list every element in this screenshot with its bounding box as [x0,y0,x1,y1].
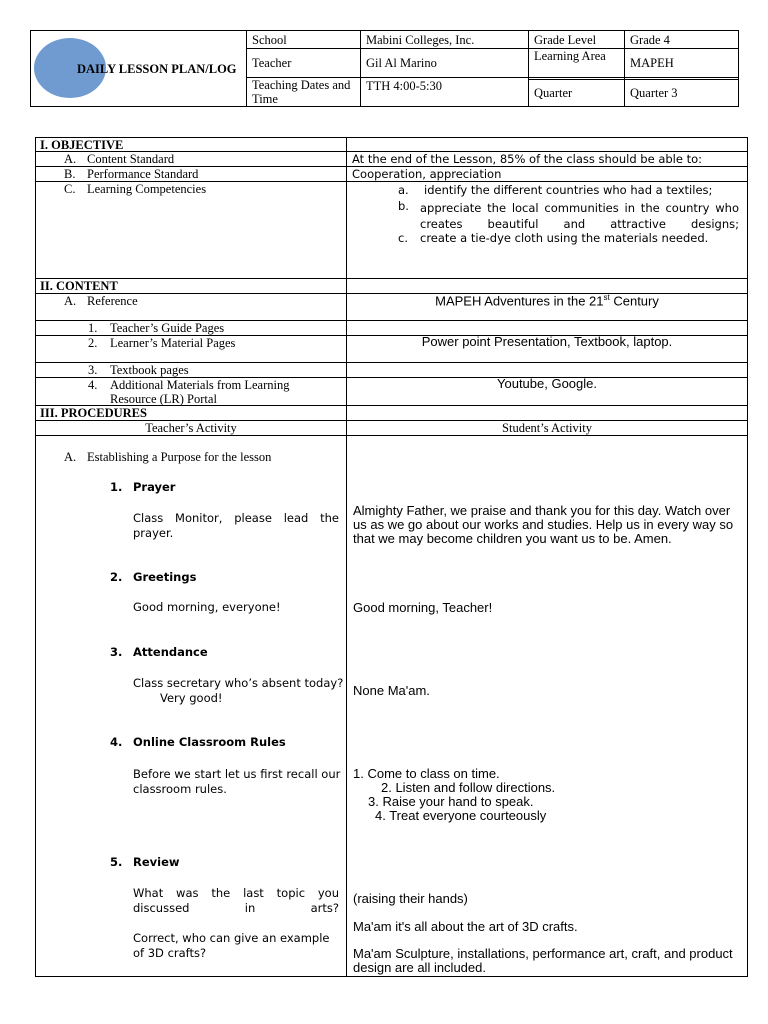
school-label: School [252,33,287,47]
reference-value [347,293,747,309]
competencies-label: Learning Competencies [87,182,207,196]
school-value: Mabini Colleges, Inc. [366,33,475,47]
content-item-num: 2. [88,336,98,350]
quarter-value: Quarter 3 [630,86,678,100]
area-label: Learning Area [534,49,606,63]
competencies-letter: C. [64,182,76,196]
student-answer: Ma'am Sculpture, installations, performance art, craft, and product design are all included. [353,946,733,975]
teacher-activity: Good morning, everyone! [133,600,281,614]
performance-standard-letter: B. [64,167,76,181]
content-item-label: Additional Materials from Learning Resource (LR) Portal [110,378,290,406]
teacher-question: Correct, who can give an example of 3D crafts? [133,931,330,960]
purpose-letter: A. [64,450,77,464]
teacher-activity: Class secretary who’s absent today? [133,676,344,690]
content-item-label: Teacher’s Guide Pages [110,321,225,335]
dates-value: TTH 4:00-5:30 [366,79,443,93]
step-number: 3. [110,645,123,659]
step-title: Prayer [133,480,176,494]
area-value: MAPEH [630,56,674,70]
content-standard-letter: A. [64,152,77,166]
content-item-label: Textbook pages [110,363,189,377]
rule-item: 3. Raise your hand to speak. [368,794,534,809]
reference-value-text-end: Century [609,293,659,309]
competency-text: appreciate the local communities in the country who creates beautiful and attractive designs; [420,201,739,231]
content-standard-label: Content Standard [87,152,175,166]
purpose-label: Establishing a Purpose for the lesson [87,450,272,464]
competency-text: create a tie-dye cloth using the materials needed. [420,231,709,245]
col-teacher-activity: Teacher’s Activity [145,421,237,435]
rule-item: 1. Come to class on time. [353,766,500,781]
competency-letter: b. [398,199,409,213]
objective-heading: I. OBJECTIVE [40,138,124,152]
student-answer: (raising their hands) [353,891,468,906]
step-title: Attendance [133,645,208,659]
performance-standard-value: Cooperation, appreciation [352,167,502,181]
content-item-value: Power point Presentation, Textbook, laptop. [421,334,673,349]
teacher-value: Gil Al Marino [366,56,437,70]
reference-value-sup: st [603,293,610,302]
content-heading: II. CONTENT [40,279,118,293]
content-item-num: 1. [88,321,98,335]
step-number: 4. [110,735,123,749]
teacher-activity: Class Monitor, please lead the prayer. [133,511,339,540]
rule-item: 4. Treat everyone courteously [375,808,547,823]
competency-letter: c. [398,231,408,245]
step-title: Online Classroom Rules [133,735,286,749]
performance-standard-label: Performance Standard [87,167,199,181]
step-number: 5. [110,855,123,869]
quarter-label: Quarter [534,86,573,100]
student-activity: Almighty Father, we praise and thank you for this day. Watch over us as we go about our works and studies. Help us in every way so that we may become children you want us to be. Amen. [353,503,734,546]
content-item-num: 3. [88,363,98,377]
teacher-question: What was the last topic you discussed in arts? [133,886,339,915]
step-number: 2. [110,570,123,584]
reference-label: Reference [87,294,138,308]
competency-text: identify the different countries who had a textiles; [424,183,713,197]
student-activity: None Ma'am. [353,683,430,698]
doc-title: DAILY LESSON PLAN/LOG [77,62,237,76]
student-activity: Good morning, Teacher! [353,600,493,615]
teacher-activity: Before we start let us first recall our classroom rules. [133,767,341,796]
step-title: Greetings [133,570,197,584]
teacher-label: Teacher [252,56,292,70]
content-standard-value: At the end of the Lesson, 85% of the class should be able to: [352,152,703,166]
content-item-label: Learner’s Material Pages [110,336,236,350]
reference-letter: A. [64,294,77,308]
dates-label: Teaching Dates and Time [252,78,351,106]
teacher-activity: Very good! [160,691,223,705]
rule-item: 2. Listen and follow directions. [381,780,556,795]
content-item-value: Youtube, Google. [497,376,597,391]
col-student-activity: Student’s Activity [502,421,592,435]
step-title: Review [133,855,180,869]
content-item-num: 4. [88,378,98,392]
grade-value: Grade 4 [630,33,670,47]
grade-label: Grade Level [534,33,597,47]
competency-letter: a. [398,183,409,197]
step-number: 1. [110,480,123,494]
student-answer: Ma'am it's all about the art of 3D crafts. [353,919,578,934]
procedures-heading: III. PROCEDURES [40,406,147,420]
reference-value-text: MAPEH Adventures in the 21 [435,293,604,309]
